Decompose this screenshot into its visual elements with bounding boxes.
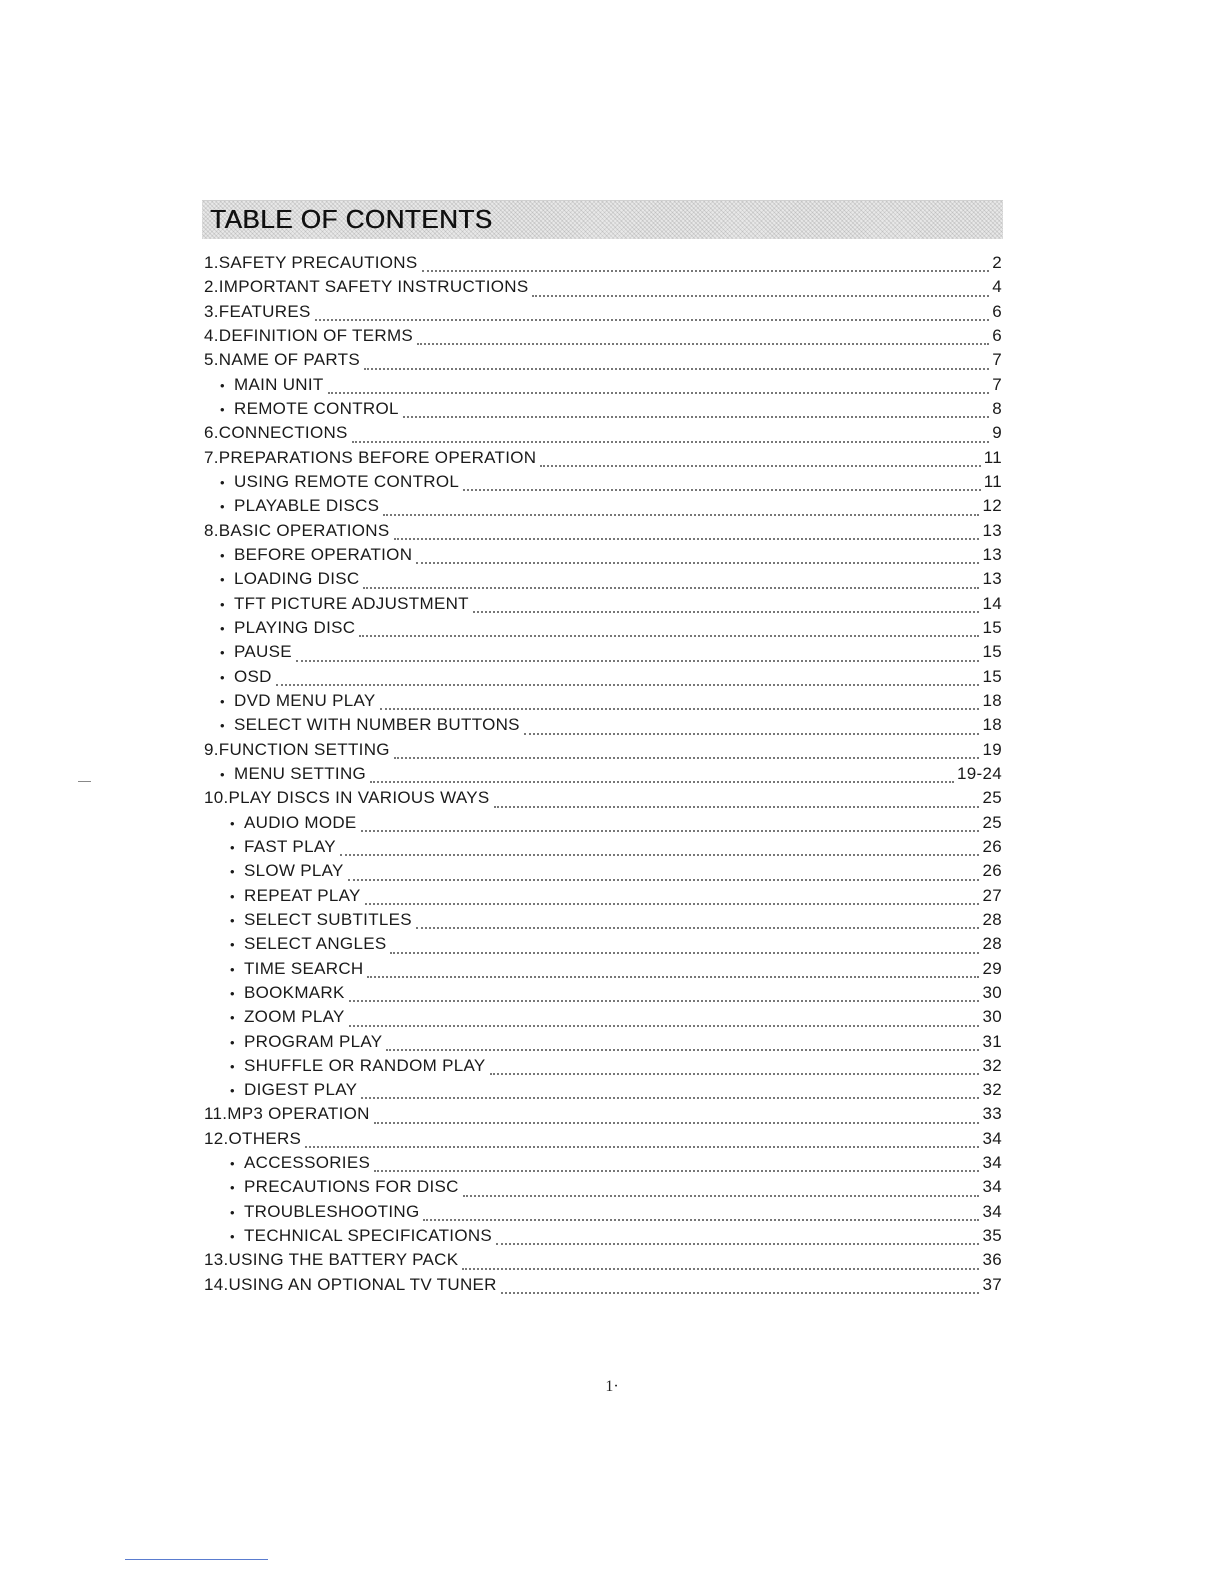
dot-leader — [359, 635, 979, 637]
dot-leader — [361, 830, 980, 832]
dot-leader — [473, 611, 980, 613]
toc-entry-page: 30 — [982, 1007, 1002, 1027]
toc-entry-label: 10.PLAY DISCS IN VARIOUS WAYS — [204, 788, 490, 808]
toc-section-entry — [204, 302, 1002, 326]
dot-leader — [364, 368, 989, 370]
toc-section-entry — [204, 1250, 1002, 1274]
toc-entry-page: 15 — [982, 642, 1002, 662]
toc-entry-label: ACCESSORIES — [244, 1153, 371, 1173]
toc-subsection-entry — [204, 594, 1002, 618]
bullet-icon: • — [230, 1156, 235, 1172]
dot-leader — [340, 854, 980, 856]
bottom-rule — [125, 1559, 268, 1560]
toc-subsection-entry — [204, 1007, 1002, 1031]
toc-entry-label: REPEAT PLAY — [244, 885, 361, 905]
dot-leader — [383, 514, 979, 516]
toc-entry-label: PRECAUTIONS FOR DISC — [244, 1177, 459, 1197]
toc-entry-label: PAUSE — [234, 642, 292, 662]
toc-subsection-entry — [204, 472, 1002, 496]
toc-subsection-entry — [204, 399, 1002, 423]
toc-subsection-entry — [204, 375, 1002, 399]
bullet-icon: • — [220, 377, 225, 393]
bullet-icon: • — [220, 474, 225, 490]
dot-leader — [386, 1049, 979, 1051]
toc-entry-label: 6.CONNECTIONS — [204, 423, 348, 443]
toc-entry-label: 12.OTHERS — [204, 1128, 302, 1148]
bullet-icon: • — [230, 961, 235, 977]
bullet-icon: • — [220, 401, 225, 417]
dot-leader — [390, 952, 979, 954]
toc-entry-page: 13 — [982, 569, 1002, 589]
toc-entry-page: 36 — [982, 1250, 1002, 1270]
dot-leader — [374, 1170, 979, 1172]
toc-subsection-entry — [204, 1032, 1002, 1056]
bullet-icon: • — [230, 1204, 235, 1220]
toc-entry-page: 33 — [982, 1104, 1002, 1124]
toc-entry-label: 5.NAME OF PARTS — [204, 350, 360, 370]
toc-subsection-entry — [204, 545, 1002, 569]
dot-leader — [490, 1073, 980, 1075]
dot-leader — [416, 562, 979, 564]
dot-leader — [462, 1268, 979, 1270]
toc-entry-page: 37 — [982, 1274, 1002, 1294]
toc-entry-label: SELECT SUBTITLES — [244, 909, 412, 929]
toc-section-entry — [204, 788, 1002, 812]
dot-leader — [463, 489, 981, 491]
toc-entry-page: 30 — [982, 982, 1002, 1002]
dot-leader — [328, 392, 990, 394]
toc-subsection-entry — [204, 886, 1002, 910]
toc-list — [204, 253, 1002, 1299]
toc-entry-label: 7.PREPARATIONS BEFORE OPERATION — [204, 447, 537, 467]
toc-subsection-entry — [204, 1202, 1002, 1226]
toc-entry-label: 13.USING THE BATTERY PACK — [204, 1250, 459, 1270]
toc-entry-page: 32 — [982, 1080, 1002, 1100]
toc-section-entry — [204, 326, 1002, 350]
toc-entry-page: 28 — [982, 909, 1002, 929]
toc-entry-label: TROUBLESHOOTING — [244, 1201, 420, 1221]
toc-section-entry — [204, 521, 1002, 545]
dot-leader — [501, 1292, 980, 1294]
toc-entry-label: SLOW PLAY — [244, 861, 344, 881]
bullet-icon: • — [230, 1229, 235, 1245]
dot-leader — [416, 927, 980, 929]
dot-leader — [374, 1122, 980, 1124]
toc-section-entry — [204, 253, 1002, 277]
toc-subsection-entry — [204, 1056, 1002, 1080]
dot-leader — [496, 1243, 979, 1245]
margin-mark — [78, 781, 91, 782]
toc-entry-page: 35 — [982, 1226, 1002, 1246]
toc-entry-page: 25 — [982, 812, 1002, 832]
toc-entry-page: 27 — [982, 885, 1002, 905]
dot-leader — [276, 684, 980, 686]
toc-entry-page: 7 — [992, 350, 1002, 370]
toc-subsection-entry — [204, 496, 1002, 520]
bullet-icon: • — [220, 620, 225, 636]
bullet-icon: • — [230, 888, 235, 904]
toc-entry-page: 31 — [982, 1031, 1002, 1051]
toc-subsection-entry — [204, 667, 1002, 691]
bullet-icon: • — [220, 499, 225, 515]
bullet-icon: • — [220, 766, 225, 782]
bullet-icon: • — [220, 645, 225, 661]
dot-leader — [365, 903, 980, 905]
dot-leader — [349, 1000, 980, 1002]
toc-entry-page: 18 — [982, 715, 1002, 735]
toc-entry-page: 15 — [982, 666, 1002, 686]
bullet-icon: • — [230, 912, 235, 928]
toc-entry-page: 7 — [992, 374, 1002, 394]
dot-leader — [423, 1219, 979, 1221]
page-number: 1· — [605, 1378, 619, 1395]
dot-leader — [532, 295, 989, 297]
toc-entry-page: 12 — [982, 496, 1002, 516]
dot-leader — [349, 1025, 980, 1027]
toc-entry-page: 26 — [982, 836, 1002, 856]
toc-entry-label: ZOOM PLAY — [244, 1007, 345, 1027]
toc-subsection-entry — [204, 934, 1002, 958]
dot-leader — [296, 660, 980, 662]
toc-entry-page: 34 — [982, 1153, 1002, 1173]
dot-leader — [394, 538, 980, 540]
toc-entry-label: SHUFFLE OR RANDOM PLAY — [244, 1055, 486, 1075]
bullet-icon: • — [230, 815, 235, 831]
toc-subsection-entry — [204, 691, 1002, 715]
dot-leader — [494, 806, 980, 808]
toc-title: TABLE OF CONTENTS — [210, 204, 493, 234]
toc-entry-label: AUDIO MODE — [244, 812, 357, 832]
bullet-icon: • — [230, 1010, 235, 1026]
toc-subsection-entry — [204, 813, 1002, 837]
bullet-icon: • — [220, 669, 225, 685]
toc-entry-page: 25 — [982, 788, 1002, 808]
dot-leader — [305, 1146, 979, 1148]
toc-entry-page: 19-24 — [957, 763, 1002, 783]
toc-section-entry — [204, 423, 1002, 447]
dot-leader — [315, 319, 990, 321]
dot-leader — [540, 465, 980, 467]
toc-entry-page: 6 — [992, 325, 1002, 345]
toc-entry-label: SELECT ANGLES — [244, 934, 387, 954]
toc-entry-label: PLAYING DISC — [234, 617, 356, 637]
toc-entry-page: 11 — [983, 471, 1002, 491]
bullet-icon: • — [220, 596, 225, 612]
toc-entry-label: MENU SETTING — [234, 763, 367, 783]
toc-entry-label: TIME SEARCH — [244, 958, 364, 978]
toc-section-entry — [204, 1129, 1002, 1153]
toc-entry-page: 26 — [982, 861, 1002, 881]
dot-leader — [361, 1097, 979, 1099]
toc-entry-label: TECHNICAL SPECIFICATIONS — [244, 1226, 493, 1246]
toc-entry-page: 13 — [982, 544, 1002, 564]
dot-leader — [422, 270, 990, 272]
toc-subsection-entry — [204, 959, 1002, 983]
toc-entry-label: 4.DEFINITION OF TERMS — [204, 325, 414, 345]
toc-entry-page: 34 — [982, 1128, 1002, 1148]
bullet-icon: • — [230, 985, 235, 1001]
toc-section-entry — [204, 448, 1002, 472]
toc-entry-label: BEFORE OPERATION — [234, 544, 413, 564]
toc-entry-label: DVD MENU PLAY — [234, 690, 376, 710]
dot-leader — [403, 416, 989, 418]
toc-entry-page: 9 — [992, 423, 1002, 443]
toc-subsection-entry — [204, 569, 1002, 593]
bullet-icon: • — [220, 718, 225, 734]
toc-entry-page: 8 — [992, 398, 1002, 418]
toc-subsection-entry — [204, 910, 1002, 934]
toc-subsection-entry — [204, 764, 1002, 788]
toc-entry-page: 13 — [982, 520, 1002, 540]
dot-leader — [363, 587, 979, 589]
bullet-icon: • — [230, 1058, 235, 1074]
bullet-icon: • — [230, 937, 235, 953]
toc-subsection-entry — [204, 837, 1002, 861]
bullet-icon: • — [220, 572, 225, 588]
bullet-icon: • — [230, 1034, 235, 1050]
toc-entry-label: 8.BASIC OPERATIONS — [204, 520, 390, 540]
toc-section-entry — [204, 350, 1002, 374]
toc-subsection-entry — [204, 1226, 1002, 1250]
toc-entry-label: 2.IMPORTANT SAFETY INSTRUCTIONS — [204, 277, 529, 297]
toc-entry-label: FAST PLAY — [244, 836, 336, 856]
toc-entry-label: 11.MP3 OPERATION — [204, 1104, 370, 1124]
toc-section-entry — [204, 1275, 1002, 1299]
toc-subsection-entry — [204, 715, 1002, 739]
toc-entry-label: PROGRAM PLAY — [244, 1031, 383, 1051]
toc-entry-page: 4 — [992, 277, 1002, 297]
toc-section-entry — [204, 1104, 1002, 1128]
toc-entry-page: 15 — [982, 617, 1002, 637]
toc-entry-page: 14 — [982, 593, 1002, 613]
toc-entry-label: USING REMOTE CONTROL — [234, 471, 460, 491]
toc-entry-page: 28 — [982, 934, 1002, 954]
toc-entry-label: BOOKMARK — [244, 982, 345, 1002]
toc-entry-label: MAIN UNIT — [234, 374, 324, 394]
toc-entry-page: 34 — [982, 1177, 1002, 1197]
toc-entry-page: 18 — [982, 690, 1002, 710]
toc-entry-label: PLAYABLE DISCS — [234, 496, 380, 516]
bullet-icon: • — [220, 693, 225, 709]
toc-subsection-entry — [204, 618, 1002, 642]
dot-leader — [463, 1195, 980, 1197]
dot-leader — [380, 708, 980, 710]
toc-entry-page: 2 — [992, 253, 1002, 272]
toc-entry-page: 34 — [982, 1201, 1002, 1221]
dot-leader — [524, 733, 980, 735]
toc-entry-label: 3.FEATURES — [204, 301, 311, 321]
dot-leader — [352, 441, 990, 443]
bullet-icon: • — [220, 547, 225, 563]
dot-leader — [367, 976, 979, 978]
toc-entry-label: DIGEST PLAY — [244, 1080, 358, 1100]
toc-subsection-entry — [204, 642, 1002, 666]
toc-entry-page: 29 — [982, 958, 1002, 978]
toc-entry-label: SELECT WITH NUMBER BUTTONS — [234, 715, 520, 735]
toc-section-entry — [204, 740, 1002, 764]
toc-header-band — [202, 200, 1003, 239]
toc-subsection-entry — [204, 983, 1002, 1007]
bullet-icon: • — [230, 839, 235, 855]
bullet-icon: • — [230, 1083, 235, 1099]
bullet-icon: • — [230, 1180, 235, 1196]
toc-subsection-entry — [204, 1177, 1002, 1201]
dot-leader — [370, 781, 954, 783]
toc-entry-page: 19 — [982, 739, 1002, 759]
toc-entry-label: OSD — [234, 666, 272, 686]
toc-entry-label: LOADING DISC — [234, 569, 360, 589]
toc-entry-label: 1.SAFETY PRECAUTIONS — [204, 253, 418, 272]
toc-subsection-entry — [204, 1080, 1002, 1104]
bullet-icon: • — [230, 864, 235, 880]
toc-subsection-entry — [204, 1153, 1002, 1177]
dot-leader — [394, 757, 980, 759]
toc-entry-label: 14.USING AN OPTIONAL TV TUNER — [204, 1274, 497, 1294]
toc-entry-label: TFT PICTURE ADJUSTMENT — [234, 593, 469, 613]
dot-leader — [417, 343, 989, 345]
toc-section-entry — [204, 277, 1002, 301]
toc-entry-page: 32 — [982, 1055, 1002, 1075]
toc-entry-label: 9.FUNCTION SETTING — [204, 739, 390, 759]
toc-subsection-entry — [204, 861, 1002, 885]
toc-entry-page: 11 — [983, 447, 1002, 467]
toc-entry-page: 6 — [992, 301, 1002, 321]
dot-leader — [348, 879, 980, 881]
toc-entry-label: REMOTE CONTROL — [234, 398, 399, 418]
